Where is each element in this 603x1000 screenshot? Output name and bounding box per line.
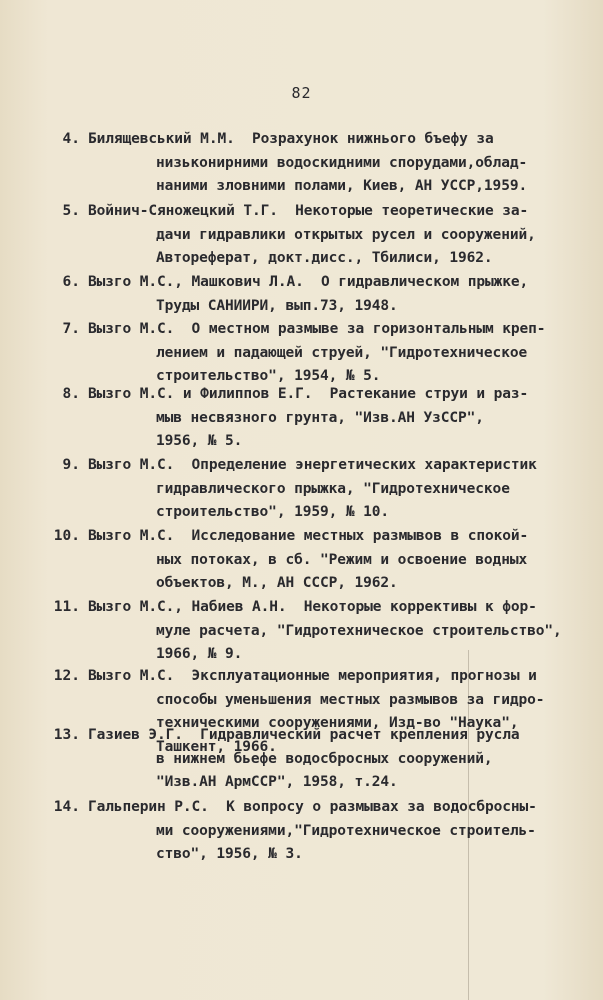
entry-text-line: ми сооружениями,"Гидротехническое строитель-	[156, 822, 536, 839]
entry-text-line: ство", 1956, № 3.	[156, 846, 303, 862]
entry-text-line: Билящевський М.М. Розрахунок нижнього бъефу за	[88, 131, 494, 147]
entry-text-line: Вызго М.С., Набиев А.Н. Некоторые коррективы к фор-	[88, 599, 537, 615]
entry-text-line: Газиев Э.Г. Гидравлический расчет крепления русла	[88, 727, 520, 743]
entry-text-line: Вызго М.С. Эксплуатационные мероприятия, прогнозы и	[88, 668, 537, 684]
entry-number: 4.	[62, 131, 80, 147]
entry-number: 11.	[53, 599, 80, 615]
entry-text-line: Вызго М.С. О местном размыве за горизонтальным креп-	[88, 321, 546, 337]
entry-text-line: "Изв.АН АрмССР", 1958, т.24.	[156, 774, 398, 790]
entry-number: 9.	[62, 457, 80, 473]
entry-text-line: муле расчета, "Гидротехническое строительство",	[156, 622, 562, 639]
entry-text-line: Войнич-Сяножецкий Т.Г. Некоторые теоретические за-	[88, 203, 529, 219]
entry-text-line: ных потоках, в сб. "Режим и освоение водных	[156, 551, 528, 568]
entry-number: 14.	[53, 799, 80, 815]
entry-text-line: лением и падающей струей, "Гидротехническое	[156, 344, 528, 361]
entry-text-line: 1966, № 9.	[156, 646, 243, 662]
entry-number: 7.	[62, 321, 80, 337]
entry-text-line: способы уменьшения местных размывов за гидро-	[156, 691, 545, 708]
entry-text-line: 1956, № 5.	[156, 433, 243, 449]
entry-text-line: Вызго М.С. и Филиппов Е.Г. Растекание струи и раз-	[88, 386, 529, 402]
entry-text-line: гидравлического прыжка, "Гидротехническое	[156, 480, 510, 497]
entry-text-line: в нижнем бьефе водосбросных сооружений,	[156, 750, 493, 767]
entry-text-line: Автореферат, докт.дисс., Тбилиси, 1962.	[156, 250, 493, 266]
entry-text-line: Труды САНИИРИ, вып.73, 1948.	[156, 297, 398, 314]
entry-text-line: Вызго М.С. Определение энергетических характеристик	[88, 457, 537, 473]
entry-text-line: дачи гидравлики открытых русел и сооружений,	[156, 226, 536, 243]
entry-text-line: Вызго М.С., Машкович Л.А. О гидравлическом прыжке,	[88, 274, 529, 290]
entry-text-line: строительство", 1954, № 5.	[156, 368, 381, 384]
entry-text-line: наними зловними полами, Киев, АН УССР,1959.	[156, 178, 528, 194]
entry-text-line: Гальперин Р.С. К вопросу о размывах за водосбросны-	[88, 799, 537, 815]
entry-text-line: строительство", 1959, № 10.	[156, 504, 390, 520]
entry-text-line: объектов, М., АН СССР, 1962.	[156, 575, 398, 591]
entry-text-line: мыв несвязного грунта, "Изв.АН УзССР",	[156, 409, 484, 426]
entry-number: 5.	[62, 203, 80, 219]
entry-number: 8.	[62, 386, 80, 402]
page-number: 82	[291, 84, 312, 102]
entry-text-line: низьконирними водоскидними спорудами,облад-	[156, 154, 528, 171]
entry-text-line: Вызго М.С. Исследование местных размывов в спокой-	[88, 528, 529, 544]
entry-number: 12.	[53, 668, 80, 684]
entry-text-line: Ташкент, 1966.	[156, 738, 277, 755]
entry-number: 13.	[53, 727, 80, 743]
entry-number: 10.	[53, 528, 80, 544]
entry-number: 6.	[62, 274, 80, 290]
entry-text-line: техническими сооружениями, Изд-во "Наука",	[156, 715, 519, 731]
